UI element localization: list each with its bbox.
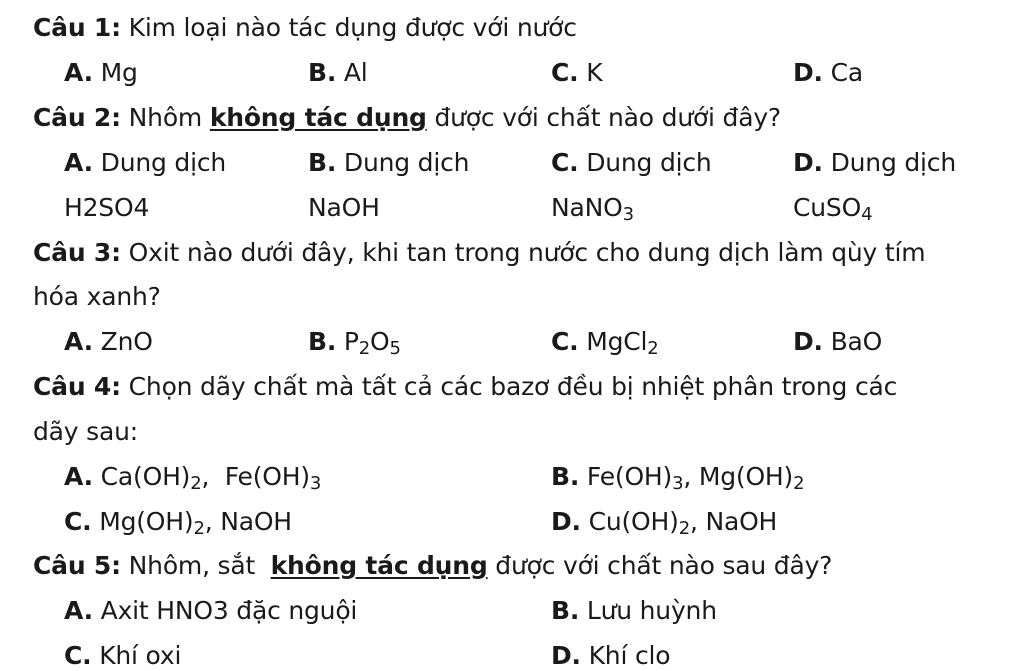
emphasis-text: không tác dụng bbox=[209, 103, 427, 132]
q1-option-a bbox=[64, 58, 138, 88]
option-key: A. bbox=[64, 462, 93, 491]
option-text: Dung dịch bbox=[336, 148, 470, 177]
question-1 bbox=[33, 13, 577, 43]
question-3-line2 bbox=[33, 282, 161, 312]
option-key: A. bbox=[64, 327, 93, 356]
formula-subscript: 3 bbox=[309, 472, 322, 494]
formula-text: , NaOH bbox=[204, 507, 292, 536]
option-text: Khí oxi bbox=[91, 641, 182, 670]
question-4 bbox=[33, 372, 897, 402]
q3-option-b bbox=[308, 327, 401, 357]
option-text: Al bbox=[336, 58, 368, 87]
option-key: A. bbox=[64, 596, 93, 625]
option-key: D. bbox=[793, 58, 823, 87]
q2-option-c-line2 bbox=[551, 193, 634, 223]
option-text: Dung dịch bbox=[578, 148, 712, 177]
formula-subscript: 2 bbox=[678, 517, 690, 539]
q1-option-b bbox=[308, 58, 368, 88]
q4-option-c bbox=[64, 507, 292, 537]
q1-option-d bbox=[793, 58, 863, 88]
formula-text: CuSO bbox=[793, 193, 862, 222]
option-key: B. bbox=[551, 462, 580, 491]
question-text: được với chất nào dưới đây? bbox=[426, 103, 782, 132]
q5-option-a bbox=[64, 596, 357, 626]
formula-subscript: 2 bbox=[358, 337, 371, 359]
q4-option-a bbox=[64, 462, 321, 492]
option-key: D. bbox=[793, 327, 823, 356]
option-text: Axit HNO3 đặc nguội bbox=[92, 596, 358, 625]
q2-option-d bbox=[793, 148, 956, 178]
option-text: ZnO bbox=[92, 327, 153, 356]
q2-option-a-line2 bbox=[64, 193, 149, 223]
question-2 bbox=[33, 103, 781, 133]
q5-option-c bbox=[64, 641, 181, 671]
option-key: B. bbox=[551, 596, 580, 625]
option-key: C. bbox=[551, 327, 579, 356]
option-text: Dung dịch bbox=[92, 148, 227, 177]
option-text: Ca bbox=[822, 58, 863, 87]
formula-subscript: 4 bbox=[861, 203, 873, 225]
q3-option-a bbox=[64, 327, 153, 357]
question-text: dãy sau: bbox=[33, 417, 138, 446]
question-label: Câu 4: bbox=[33, 372, 121, 401]
option-text: K bbox=[578, 58, 603, 87]
formula-text: NaOH bbox=[308, 193, 380, 222]
question-label: Câu 1: bbox=[33, 13, 121, 42]
option-key: A. bbox=[64, 58, 93, 87]
emphasis-text: không tác dụng bbox=[270, 551, 488, 580]
formula-subscript: 5 bbox=[389, 337, 401, 359]
option-key: B. bbox=[308, 327, 337, 356]
formula-subscript: 2 bbox=[793, 472, 805, 494]
question-label: Câu 5: bbox=[33, 551, 121, 580]
formula-subscript: 2 bbox=[190, 472, 202, 494]
q4-option-b bbox=[551, 462, 804, 492]
formula-text: NaNO bbox=[551, 193, 623, 222]
option-key: C. bbox=[551, 58, 579, 87]
q1-option-c bbox=[551, 58, 602, 88]
formula-text: Ca(OH) bbox=[92, 462, 191, 491]
formula-subscript: 3 bbox=[622, 203, 634, 225]
q4-option-d bbox=[551, 507, 777, 537]
q2-option-b-line2 bbox=[308, 193, 380, 223]
formula-text: H2SO4 bbox=[64, 193, 150, 222]
option-key: A. bbox=[64, 148, 93, 177]
question-text: được với chất nào sau đây? bbox=[487, 551, 833, 580]
q5-option-b bbox=[551, 596, 717, 626]
q3-option-d bbox=[793, 327, 882, 357]
formula-subscript: 2 bbox=[647, 337, 659, 359]
formula-text: MgCl bbox=[578, 327, 648, 356]
option-key: D. bbox=[793, 148, 823, 177]
question-5 bbox=[33, 551, 832, 581]
question-4-line2 bbox=[33, 417, 138, 447]
formula-text: , Fe(OH) bbox=[201, 462, 310, 491]
q2-option-c bbox=[551, 148, 712, 178]
question-label: Câu 3: bbox=[33, 238, 121, 267]
q2-option-d-line2 bbox=[793, 193, 872, 223]
formula-subscript: 2 bbox=[193, 517, 205, 539]
question-text: Kim loại nào tác dụng được với nước bbox=[120, 13, 577, 42]
question-3 bbox=[33, 238, 925, 268]
question-text: hóa xanh? bbox=[33, 282, 161, 311]
option-text: Khí clo bbox=[580, 641, 671, 670]
option-key: D. bbox=[551, 641, 581, 670]
question-text: Chọn dãy chất mà tất cả các bazơ đều bị nhiệt phân trong các bbox=[120, 372, 898, 401]
formula-subscript: 3 bbox=[672, 472, 684, 494]
formula-text: P bbox=[336, 327, 359, 356]
option-key: C. bbox=[64, 507, 92, 536]
option-key: B. bbox=[308, 58, 337, 87]
q3-option-c bbox=[551, 327, 659, 357]
formula-text: Fe(OH) bbox=[579, 462, 673, 491]
option-text: Lưu huỳnh bbox=[579, 596, 717, 625]
q5-option-d bbox=[551, 641, 670, 671]
question-text: Nhôm bbox=[120, 103, 210, 132]
option-key: C. bbox=[64, 641, 92, 670]
q2-option-b bbox=[308, 148, 469, 178]
option-key: D. bbox=[551, 507, 581, 536]
option-text: BaO bbox=[822, 327, 883, 356]
formula-text: Mg(OH) bbox=[91, 507, 194, 536]
option-text: Dung dịch bbox=[822, 148, 956, 177]
question-label: Câu 2: bbox=[33, 103, 121, 132]
q2-option-a bbox=[64, 148, 226, 178]
option-key: C. bbox=[551, 148, 579, 177]
formula-text: , Mg(OH) bbox=[683, 462, 794, 491]
option-text: Mg bbox=[92, 58, 138, 87]
formula-text: , NaOH bbox=[689, 507, 778, 536]
formula-text: O bbox=[370, 327, 390, 356]
question-text: Oxit nào dưới đây, khi tan trong nước cho dung dịch làm qùy tím bbox=[120, 238, 926, 267]
question-text: Nhôm, sắt bbox=[120, 551, 271, 580]
option-key: B. bbox=[308, 148, 337, 177]
formula-text: Cu(OH) bbox=[580, 507, 679, 536]
